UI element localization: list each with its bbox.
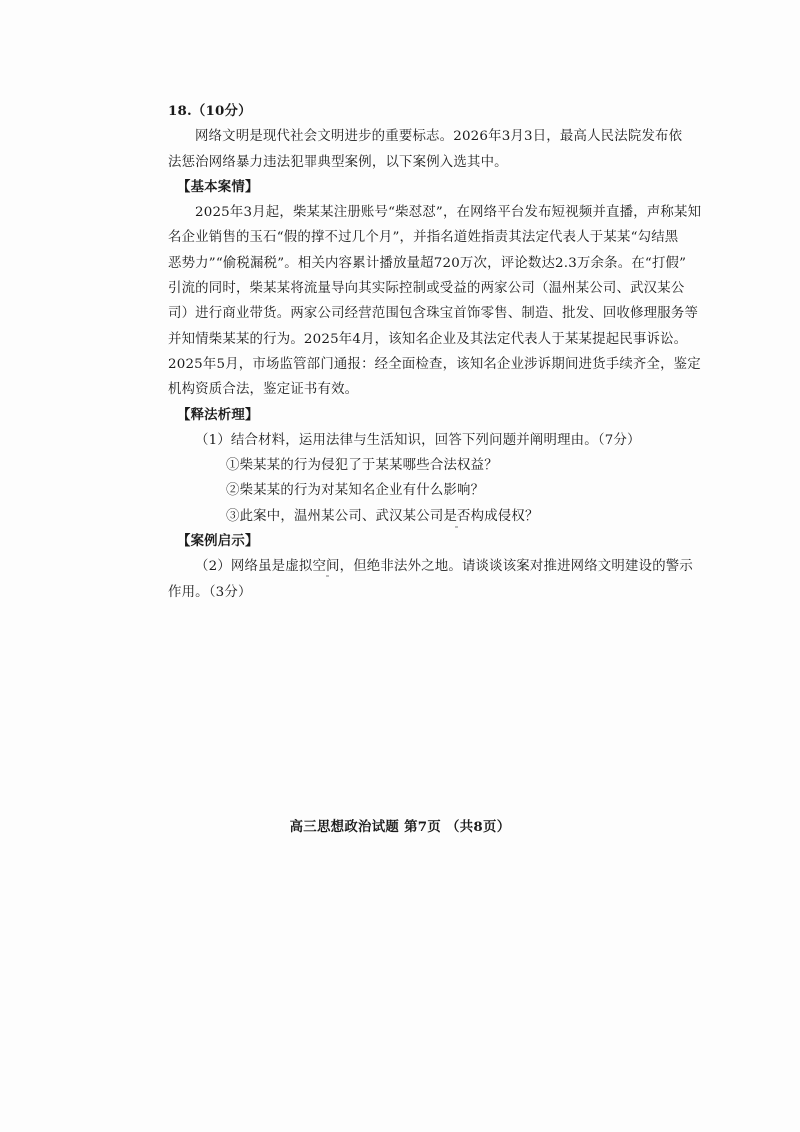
case-line-1: 2025年3月起，柴某某注册账号“柴怼怼”，在网络平台发布短视频并直播，声称某知 <box>195 205 702 221</box>
sub-question-1-item-2: ②柴某某的行为对某知名企业有什么影响？ <box>226 483 485 499</box>
case-line-5: 司）进行商业带货。两家公司经营范围包含珠宝首饰零售、制造、批发、回收修理服务等 <box>168 306 699 322</box>
intro-line-1: 网络文明是现代社会文明进步的重要标志。2026年3月3日，最高人民法院发布依 <box>195 129 683 145</box>
case-line-6: 并知情柴某某的行为。2025年4月，该知名企业及其法定代表人于某某提起民事诉讼。 <box>168 331 688 347</box>
case-line-2: 名企业销售的玉石“假的撑不过几个月”，并指名道姓指责其法定代表人于某某“勾结黑 <box>168 230 679 246</box>
scan-speck <box>326 575 329 577</box>
sub-question-1-item-1: ①柴某某的行为侵犯了于某某哪些合法权益？ <box>226 458 498 474</box>
case-heading: 【基本案情】 <box>177 178 259 195</box>
case-line-3: 恶势力”“偷税漏税”。相关内容累计播放量超720万次，评论数达2.3万余条。在“打假” <box>168 255 687 271</box>
case-line-8: 机构资质合法，鉴定证书有效。 <box>168 382 359 398</box>
intro-line-2: 法惩治网络暴力违法犯罪典型案例，以下案例入选其中。 <box>168 154 508 170</box>
case-line-4: 引流的同时，柴某某将流量导向其实际控制或受益的两家公司（温州某公司、武汉某公 <box>168 281 685 297</box>
scan-speck <box>455 526 458 528</box>
sub-question-1: （1）结合材料，运用法律与生活知识，回答下列问题并阐明理由。（7分） <box>195 432 641 448</box>
page-footer: 高三思想政治试题 第7页 （共8页） <box>289 819 511 835</box>
case-line-7: 2025年5月，市场监管部门通报：经全面检查，该知名企业涉诉期间进货手续齐全，鉴定 <box>168 356 701 372</box>
sub-question-2-line-1: （2）网络虽是虚拟空间，但绝非法外之地。请谈谈该案对推进网络文明建设的警示 <box>195 559 693 575</box>
enlighten-heading: 【案例启示】 <box>177 533 259 550</box>
analysis-heading: 【释法析理】 <box>177 406 259 423</box>
sub-question-2-line-2: 作用。（3分） <box>168 584 252 600</box>
question-number: 18.（10分） <box>168 103 252 119</box>
sub-question-1-item-3: ③此案中，温州某公司、武汉某公司是否构成侵权？ <box>226 508 539 524</box>
question-block <box>168 99 702 605</box>
